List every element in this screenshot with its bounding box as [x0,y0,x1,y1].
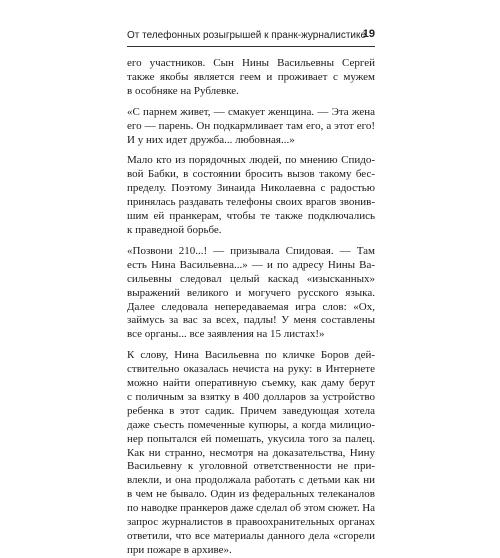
text-line: шим ей пранкерам, чтобы те также подключались [127,210,375,223]
text-line: даже съесть помеченные купюры, а когда милицио- [127,418,375,431]
text-line: ребенка в этот садик. Причем заведующая хотела [127,404,375,417]
text-line: Мало кто из порядочных людей, по мнению Спидо- [127,154,375,167]
text-line: по наводке пранкеров даже сделал об этом сюжет. На [127,502,375,515]
header-rule [127,46,375,47]
text-line: можно найти оперативную съемку, как даму берут [127,377,375,390]
text-line: ответили, что все материалы данного дела «сгорели [127,530,375,542]
text-line: в особняке на Рублевке. [127,84,239,97]
text-line: запрос журналистов в правоохранительных органах [127,516,375,529]
text-line: при пожаре в архиве». [127,543,232,556]
paragraph [127,154,375,237]
text-line: есть Нина Васильевна...» — и по адресу Нины Ва- [127,258,375,271]
text-line: нер попытался ей помешать, укусила того за палец. [127,432,375,445]
text-line: также якобы является геем и проживает с мужем [127,70,375,83]
text-line: Как ни странно, несмотря на доказательства, Нину [127,446,375,459]
text-line: к праведной борьбе. [127,223,222,236]
page-number: 19 [362,28,375,40]
running-title: От телефонных розыгрышей к пранк-журналистике [127,30,367,41]
text-line: влекли, и она продолжала работать с детьми как ни [127,474,375,487]
paragraph [127,349,375,558]
running-head [127,28,375,44]
paragraph [127,106,375,148]
body-text [127,57,375,558]
paragraph [127,57,375,99]
text-line: его участников. Сын Нины Васильевны Сергей [127,57,375,69]
text-line: «Позвони 210...! — призывала Спидовая. — Там [127,244,375,257]
text-line: «С парнем живет, — смакует женщина. — Эта жена [127,105,375,118]
text-line: вой Бабки, в состоянии бросить вызов такому бес- [127,168,375,181]
text-line: Васильевну к уголовной ответственности не при- [127,460,375,473]
text-line: сильевны следовал целый каскад «изысканных» [127,272,375,285]
text-line: все органы... все заявления на 15 листах!» [127,328,325,341]
text-line: его — парень. Он подкармливает там его, а этот его! [127,119,375,132]
text-line: пределу. Поэтому Зинаида Николаевна с радостью [127,182,375,195]
text-line: К слову, Нина Васильевна по кличке Боров дей- [127,349,375,362]
paragraph [127,245,375,342]
text-line: займусь за вас за всех, падлы! У меня составлены [127,314,375,327]
text-line: в чем не бывало. Один из федеральных телеканалов [127,488,375,501]
text-line: принялась раздавать телефоны своих врагов звонив- [127,196,375,209]
text-line: И у них идет дружба... любовная...» [127,133,295,146]
text-line: Далее следовала непередаваемая игра слов: «Ох, [127,300,375,313]
text-line: выражений великого и могучего русского языка. [127,286,375,299]
text-line: ствительно оказалась нечиста на руку: в Интернете [127,363,375,376]
text-line: с поличным за взятку в 400 долларов за устройство [127,390,375,403]
